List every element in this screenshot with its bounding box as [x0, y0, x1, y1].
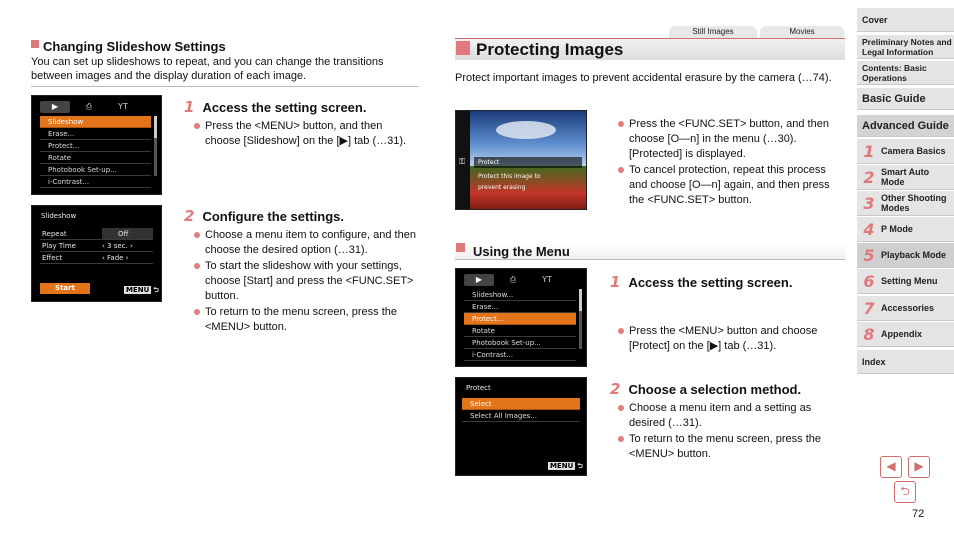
protect-hint: Protect this image to prevent erasing — [478, 173, 541, 191]
step-1 — [184, 98, 366, 116]
step-number: 1 — [610, 273, 621, 291]
sidebar-chapter-1[interactable]: 1 Camera Basics — [857, 139, 954, 164]
sidebar-chapter-7[interactable]: 7 Accessories — [857, 296, 954, 321]
step-1-menu — [610, 273, 792, 291]
menu-item-rotate: Rotate — [464, 325, 576, 337]
sidebar-chapter-5[interactable]: 5 Playback Mode — [857, 243, 954, 268]
menu-item-select-all: Select All Images... — [462, 410, 580, 422]
menu-return-label: MENU ⮌ — [126, 286, 159, 294]
subheading-square-icon — [456, 243, 465, 252]
step-title: Access the setting screen. — [202, 100, 367, 115]
protect-method-screen — [455, 377, 587, 476]
sidebar-preliminary-notes[interactable]: Preliminary Notes and Legal Information — [857, 35, 954, 59]
menu-item-erase: Erase... — [464, 301, 576, 313]
step-1-bullet: Press the <MENU> button, and then choose [Slideshow] on the [▶] tab (…31). — [193, 119, 418, 149]
menu-return-label: MENU ⮌ — [550, 462, 583, 470]
page-title: Protecting Images — [476, 40, 624, 59]
sidebar-index[interactable]: Index — [857, 350, 954, 374]
sidebar-chapter-3[interactable]: 3 Other Shooting Modes — [857, 191, 954, 216]
bullet-item: Press the <FUNC.SET> button, and then choose [O—n] in the menu (…30). [Protected] is displayed. — [617, 117, 842, 162]
step-2 — [184, 207, 344, 225]
header-tab-movies: Movies — [760, 26, 844, 38]
section-intro: You can set up slideshows to repeat, and you can change the transitions between images and the display duration of each image. — [31, 56, 384, 82]
bullet-item: Choose a menu item and a setting as desired (…31). — [617, 401, 842, 431]
menu-item-protect: Protect... — [464, 313, 576, 325]
menu-item-erase: Erase... — [40, 128, 151, 140]
sidebar-chapter-8[interactable]: 8 Appendix — [857, 322, 954, 347]
sidebar-contents-basic[interactable]: Contents: Basic Operations — [857, 61, 954, 85]
scrollbar — [154, 116, 157, 176]
key-icon: ⚿ — [459, 157, 466, 166]
menu-item-rotate: Rotate — [40, 152, 151, 164]
step-title: Configure the settings. — [202, 209, 344, 224]
protect-bullets — [617, 117, 842, 208]
sidebar-advanced-guide[interactable]: Advanced Guide — [857, 115, 954, 137]
playback-tab-icon: ▶ — [40, 101, 70, 113]
bullet-item: To return to the menu screen, press the <MENU> button. — [193, 305, 418, 335]
scrollbar — [579, 289, 582, 349]
step-2-bullets — [193, 228, 418, 335]
step-title: Choose a selection method. — [628, 382, 802, 397]
setting-label-effect: Effect — [42, 254, 63, 262]
subheading-title: Using the Menu — [473, 244, 570, 259]
step-number: 2 — [184, 207, 195, 225]
camera-menu-screen-protect — [455, 268, 587, 367]
step-number: 2 — [610, 380, 621, 398]
screen-title: Protect — [466, 384, 491, 392]
sidebar-cover[interactable]: Cover — [857, 8, 954, 32]
back-button[interactable]: ⮌ — [894, 481, 916, 503]
sidebar-chapter-4[interactable]: 4 P Mode — [857, 217, 954, 242]
bullet-item: To start the slideshow with your settings, choose [Start] and press the <FUNC.SET> button. — [193, 259, 418, 304]
page-intro: Protect important images to prevent accidental erasure by the camera (…74). — [455, 72, 832, 84]
section-title: Changing Slideshow Settings — [43, 39, 226, 54]
setting-value-repeat: Off — [102, 228, 153, 239]
start-button: Start — [40, 283, 90, 294]
step-number: 1 — [184, 98, 195, 116]
menu-item-select: Select — [462, 398, 580, 410]
print-tab-icon: ⎙ — [509, 275, 517, 284]
protect-preview-photo — [455, 110, 587, 210]
menu-item-icontrast: i-Contrast... — [40, 176, 151, 188]
menu-item-protect: Protect... — [40, 140, 151, 152]
print-tab-icon: ⎙ — [85, 102, 93, 111]
section-rule — [31, 86, 419, 87]
slideshow-settings-screen — [31, 205, 162, 302]
setting-label-playtime: Play Time — [42, 242, 76, 250]
step-2-menu — [610, 380, 801, 398]
setting-value-effect: ‹ Fade › — [102, 254, 129, 262]
bullet-item: To cancel protection, repeat this process and choose [O—n] again, and then press the <FUNC.SET> button. — [617, 163, 842, 208]
header-tab-still-images: Still Images — [669, 26, 757, 38]
settings-tab-icon: YT — [542, 275, 552, 284]
sidebar-basic-guide[interactable]: Basic Guide — [857, 88, 954, 110]
menu-item-photobook: Photobook Set-up... — [40, 164, 151, 176]
section-bullet-icon — [31, 40, 39, 48]
setting-label-repeat: Repeat — [42, 230, 67, 238]
menu-item-photobook: Photobook Set-up... — [464, 337, 576, 349]
sidebar-chapter-6[interactable]: 6 Setting Menu — [857, 269, 954, 294]
screen-title: Slideshow — [41, 212, 77, 220]
settings-tab-icon: YT — [118, 102, 128, 111]
title-square-icon — [456, 41, 470, 55]
menu-item-slideshow: Slideshow — [40, 116, 151, 128]
camera-menu-screen — [31, 95, 162, 195]
menu-item-icontrast: i-Contrast... — [464, 349, 576, 361]
playback-tab-icon: ▶ — [464, 274, 494, 286]
bullet-item: To return to the menu screen, press the <MENU> button. — [617, 432, 842, 462]
prev-page-button[interactable]: ◀ — [880, 456, 902, 478]
bullet-item: Choose a menu item to configure, and then choose the desired option (…31). — [193, 228, 418, 258]
step-1-menu-bullet: Press the <MENU> button and choose [Protect] on the [▶] tab (…31). — [617, 324, 842, 354]
next-page-button[interactable]: ▶ — [908, 456, 930, 478]
protect-menu-item: Protect — [474, 157, 582, 168]
sidebar-chapter-2[interactable]: 2 Smart Auto Mode — [857, 165, 954, 190]
page-number: 72 — [912, 508, 925, 520]
step-2-menu-bullets — [617, 401, 842, 462]
step-title: Access the setting screen. — [628, 275, 793, 290]
menu-item-slideshow: Slideshow... — [464, 289, 576, 301]
setting-value-playtime: ‹ 3 sec. › — [102, 242, 133, 250]
